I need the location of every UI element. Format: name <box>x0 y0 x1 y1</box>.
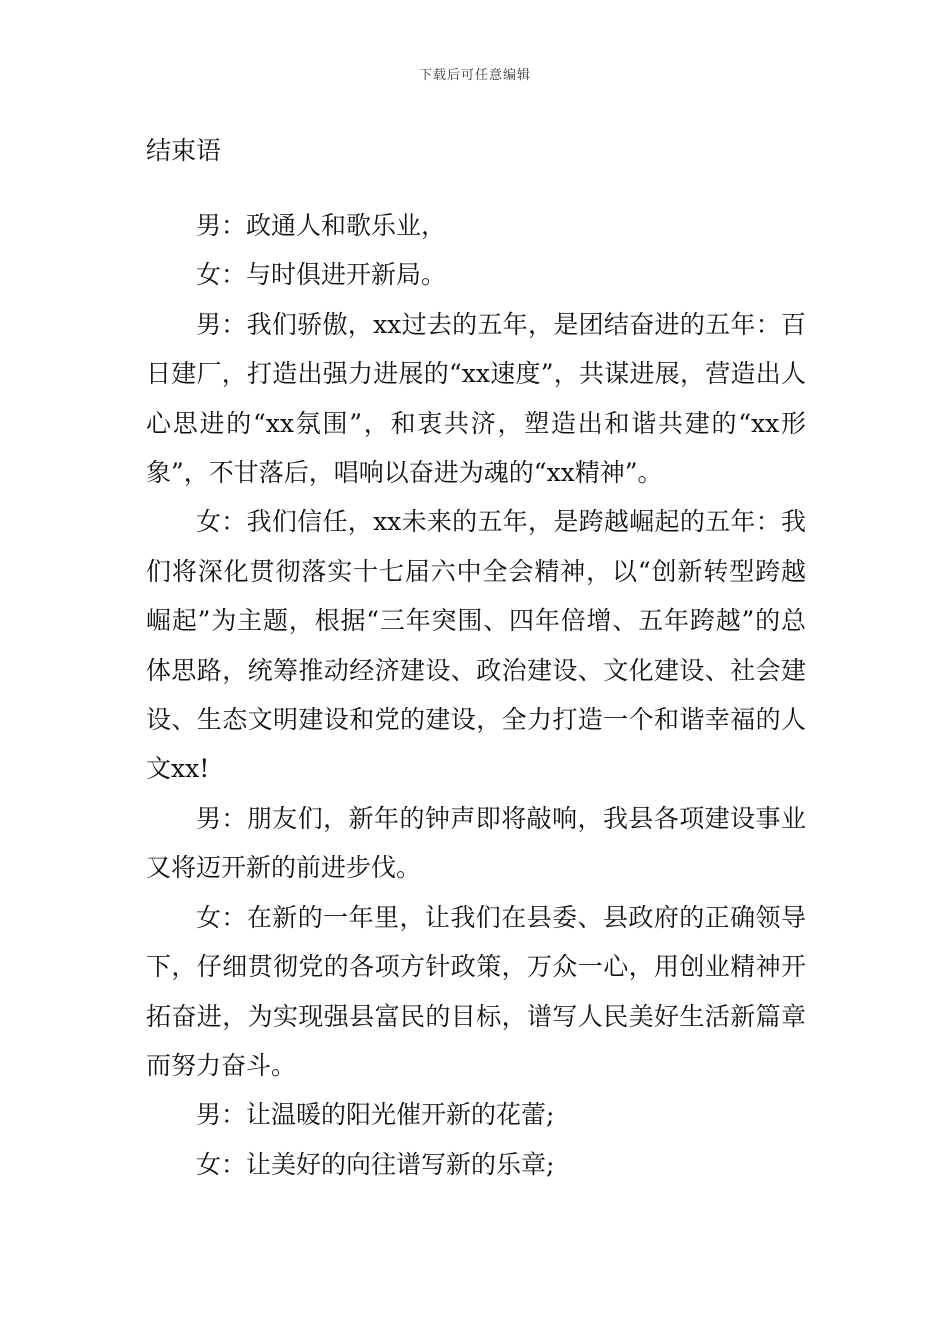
page-header-note: 下载后可任意编辑 <box>418 68 531 83</box>
paragraph: 男：政通人和歌乐业， <box>196 211 447 240</box>
paragraph: 女：与时俱进开新局。 <box>196 260 447 290</box>
paragraph: 女：我们信任，xx未来的五年，是跨越崛起的五年：我们将深化贯彻落实十七届六中全会精神，以“创新转型跨越崛起”为主题，根据“三年突围、四年倍增、五年跨越”的总体思路，统筹推动经济建设、政治建设、文化建设、社会建设、生态文明建设和党的建设，全力打造一个和谐幸福的人文xx! <box>146 507 806 784</box>
document-title: 结束语 <box>146 136 222 165</box>
paragraph: 男：朋友们，新年的钟声即将敲响，我县各项建设事业又将迈开新的前进步伐。 <box>146 803 806 883</box>
paragraph: 女：在新的一年里，让我们在县委、县政府的正确领导下，仔细贯彻党的各项方针政策，万众一心，用创业精神开拓奋进，为实现强县富民的目标，谱写人民美好生活新篇章而努力奋斗。 <box>146 902 806 1080</box>
paragraph: 男：我们骄傲，xx过去的五年，是团结奋进的五年：百日建厂，打造出强力进展的“xx速度”，共谋进展，营造出人心思进的“xx氛围”，和衷共济，塑造出和谐共建的“xx形象”，不甘落后，唱响以奋进为魂的“xx精神”。 <box>146 309 806 488</box>
document-body <box>146 201 806 1189</box>
paragraph: 女：让美好的向往谱写新的乐章; <box>196 1149 555 1179</box>
paragraph: 男：让温暖的阳光催开新的花蕾; <box>196 1100 555 1130</box>
